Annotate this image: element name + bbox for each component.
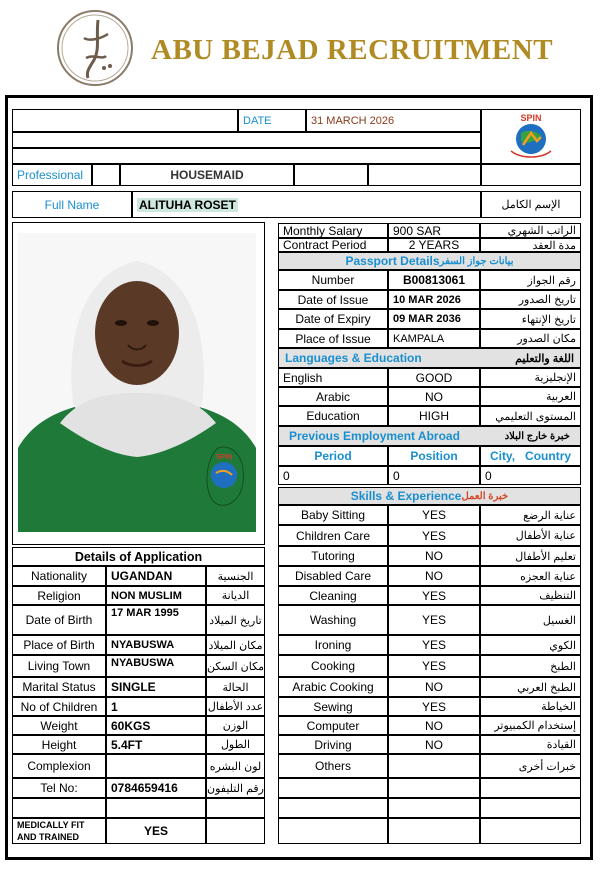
blank-cell (481, 164, 581, 186)
expiry-date-label-ar: تاريخ الإنتهاء (480, 309, 581, 329)
full-name-label: Full Name (12, 191, 132, 218)
skill-value: YES (388, 655, 480, 677)
skill-value: NO (388, 566, 480, 586)
skill-label-ar: القيادة (480, 735, 581, 754)
arabic-value: NO (388, 387, 480, 406)
skill-value: NO (388, 546, 480, 566)
skill-value: NO (388, 716, 480, 735)
app-value: 1 (106, 697, 206, 716)
skill-value: NO (388, 735, 480, 754)
languages-title: Languages & Education (285, 351, 422, 365)
app-value: 60KGS (106, 716, 206, 735)
languages-section-header (278, 348, 581, 368)
skill-value: NO (388, 677, 480, 697)
skill-label: Baby Sitting (278, 505, 388, 525)
full-name-label-ar: الإسم الكامل (481, 191, 581, 218)
app-label-ar: عدد الأطفال (206, 697, 265, 716)
blank-cell (388, 798, 480, 818)
employment-position-header: Position (388, 446, 480, 466)
svg-text:SPIN: SPIN (520, 112, 542, 123)
skill-label: Disabled Care (278, 566, 388, 586)
blank-cell (480, 818, 581, 844)
english-label: English (278, 368, 388, 387)
app-label: Religion (12, 586, 106, 605)
app-label-ar: الطول (206, 735, 265, 754)
skill-label-ar: الخياطة (480, 697, 581, 716)
skills-title: Skills & Experience (350, 489, 462, 503)
app-label-ar: لون البشره (206, 754, 265, 778)
skill-label-ar: إستخدام الكمبيوتر (480, 716, 581, 735)
skill-label-ar: الغسيل (480, 605, 581, 635)
issue-date-label: Date of Issue (278, 290, 388, 309)
employment-section-header (278, 426, 581, 446)
skill-value: YES (388, 605, 480, 635)
date-value: 31 MARCH 2026 (306, 109, 481, 132)
skill-label: Others (278, 754, 388, 778)
place-of-issue-label-ar: مكان الصدور (480, 329, 581, 348)
employment-title: Previous Employment Abroad (289, 429, 460, 443)
app-label-ar: مكان السكن (206, 655, 265, 677)
skill-label-ar: خبرات أخرى (480, 754, 581, 778)
skill-label: Tutoring (278, 546, 388, 566)
app-label: Place of Birth (12, 635, 106, 655)
education-value: HIGH (388, 406, 480, 426)
photo-frame (12, 222, 265, 545)
app-label: No of Children (12, 697, 106, 716)
expiry-date-label: Date of Expiry (278, 309, 388, 329)
skill-label: Cooking (278, 655, 388, 677)
svg-text:SPIN: SPIN (215, 454, 233, 461)
salary-label-ar: الراتب الشهري (480, 223, 581, 238)
salary-value: 900 SAR (388, 223, 480, 238)
skill-label-ar: الطبخ العربي (480, 677, 581, 697)
skill-label-ar: عناية العجزه (480, 566, 581, 586)
skill-value: YES (388, 586, 480, 605)
spin-logo-icon (501, 111, 561, 163)
blank-cell (206, 818, 265, 844)
skill-value: YES (388, 505, 480, 525)
app-label: Tel No: (12, 778, 106, 798)
company-logo (56, 8, 134, 88)
skill-label-ar: الكوي (480, 635, 581, 655)
medical-label (12, 818, 106, 844)
education-label: Education (278, 406, 388, 426)
english-value: GOOD (388, 368, 480, 387)
blank-cell (388, 778, 480, 798)
agency-logo (481, 109, 581, 164)
blank-cell (480, 798, 581, 818)
employment-position-value: 0 (388, 466, 480, 485)
skill-label: Driving (278, 735, 388, 754)
skills-title-ar: خبرة العمل (461, 490, 509, 502)
app-value: NON MUSLIM (106, 586, 206, 605)
skill-label: Sewing (278, 697, 388, 716)
period-label-ar: مدة العقد (480, 238, 581, 252)
place-of-issue-label: Place of Issue (278, 329, 388, 348)
professional-label: Professional (12, 164, 92, 186)
skill-value: YES (388, 697, 480, 716)
expiry-date-value: 09 MAR 2036 (388, 309, 480, 329)
skill-label-ar: عناية الأطفال (480, 525, 581, 546)
issue-date-label-ar: تاريخ الصدور (480, 290, 581, 309)
app-value: 0784659416 (106, 778, 206, 798)
skill-label: Ironing (278, 635, 388, 655)
blank-cell (12, 798, 106, 818)
education-label-ar: المستوى التعليمي (480, 406, 581, 426)
app-label: Weight (12, 716, 106, 735)
blank-cell (294, 164, 368, 186)
passport-title-ar: بيانات جواز السفر (439, 255, 514, 267)
medical-label-line2: AND TRAINED (17, 832, 79, 842)
app-label: Living Town (12, 655, 106, 677)
app-label: Date of Birth (12, 605, 106, 635)
app-value: 5.4FT (106, 735, 206, 754)
arabic-label: Arabic (278, 387, 388, 406)
languages-title-ar: اللغة والتعليم (515, 352, 574, 365)
employment-title-ar: خبرة خارج البلاد (504, 430, 570, 442)
blank-cell (480, 778, 581, 798)
blank-cell (92, 164, 120, 186)
employment-location-header: City, Country (480, 446, 581, 466)
blank-cell (278, 778, 388, 798)
blank-cell (106, 798, 206, 818)
passport-section-header (278, 252, 581, 270)
app-label: Complexion (12, 754, 106, 778)
medical-value: YES (106, 818, 206, 844)
arabic-label-ar: العربية (480, 387, 581, 406)
date-label: DATE (238, 109, 306, 132)
skill-value: YES (388, 635, 480, 655)
skill-label-ar: التنظيف (480, 586, 581, 605)
employment-period-header: Period (278, 446, 388, 466)
app-label-ar: الجنسية (206, 566, 265, 586)
app-label-ar: تاريخ الميلاد (206, 605, 265, 635)
app-label: Height (12, 735, 106, 754)
blank-cell (12, 148, 481, 164)
skill-label: Computer (278, 716, 388, 735)
app-label-ar: الحالة (206, 677, 265, 697)
passport-number-value: B00813061 (388, 270, 480, 290)
app-label-ar: الديانة (206, 586, 265, 605)
company-name: ABU BEJAD RECRUITMENT (151, 34, 554, 66)
app-label-ar: رقم التليفون (206, 778, 265, 798)
issue-date-value: 10 MAR 2026 (388, 290, 480, 309)
app-label: Nationality (12, 566, 106, 586)
skill-label: Arabic Cooking (278, 677, 388, 697)
application-section-header: Details of Application (12, 547, 265, 566)
app-value: NYABUSWA (106, 635, 206, 655)
full-name-cell (132, 191, 481, 218)
passport-number-label-ar: رقم الجواز (480, 270, 581, 290)
blank-cell (388, 818, 480, 844)
salary-label: Monthly Salary (278, 223, 388, 238)
period-label: Contract Period (278, 238, 388, 252)
skill-label: Washing (278, 605, 388, 635)
employment-location-value: 0 (480, 466, 581, 485)
app-label-ar: الوزن (206, 716, 265, 735)
employment-period-value: 0 (278, 466, 388, 485)
app-label: Marital Status (12, 677, 106, 697)
passport-number-label: Number (278, 270, 388, 290)
passport-title: Passport Details (345, 254, 440, 268)
skill-label-ar: تعليم الأطفال (480, 546, 581, 566)
app-value: NYABUSWA (106, 655, 206, 677)
full-name-value: ALITUHA ROSET (139, 197, 236, 212)
skill-value: YES (388, 525, 480, 546)
english-label-ar: الإنجليزية (480, 368, 581, 387)
blank-cell (278, 818, 388, 844)
blank-cell (12, 132, 481, 148)
blank-cell (368, 164, 481, 186)
app-value: UGANDAN (106, 566, 206, 586)
skill-label: Children Care (278, 525, 388, 546)
period-value: 2 YEARS (388, 238, 480, 252)
medical-label-line1: MEDICALLY FIT (17, 820, 85, 830)
professional-value: HOUSEMAID (120, 164, 294, 186)
skill-value (388, 754, 480, 778)
skills-section-header (278, 487, 581, 505)
app-value: SINGLE (106, 677, 206, 697)
app-value: 17 MAR 1995 (106, 605, 206, 635)
blank-cell (278, 798, 388, 818)
skill-label: Cleaning (278, 586, 388, 605)
blank-cell (206, 798, 265, 818)
skill-label-ar: عناية الرضع (480, 505, 581, 525)
app-label-ar: مكان الميلاد (206, 635, 265, 655)
skill-label-ar: الطبخ (480, 655, 581, 677)
app-value (106, 754, 206, 778)
place-of-issue-value: KAMPALA (388, 329, 480, 348)
blank-cell (12, 109, 238, 132)
